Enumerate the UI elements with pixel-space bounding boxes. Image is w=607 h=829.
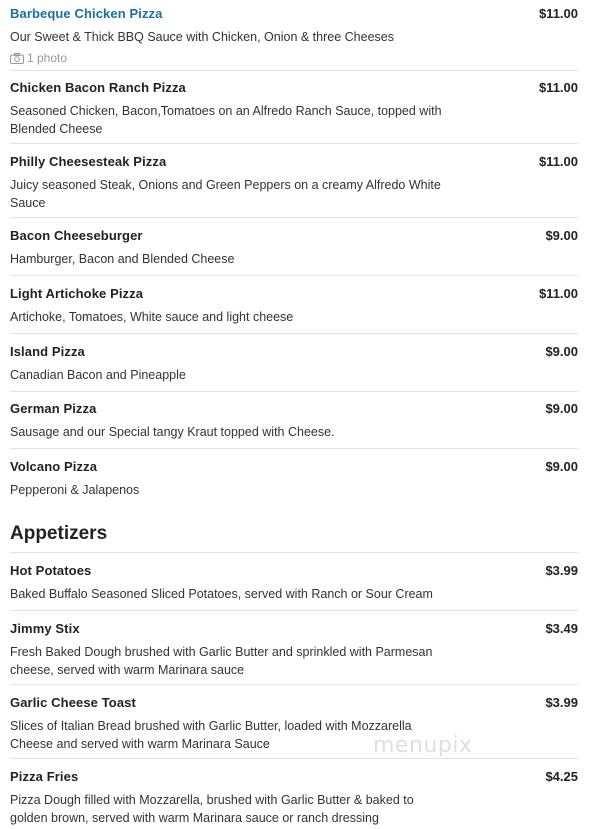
- item-price: $9.00: [545, 459, 578, 474]
- item-name: Jimmy Stix: [10, 621, 80, 636]
- item-price: $11.00: [538, 80, 578, 95]
- item-description: Slices of Italian Bread brushed with Garlic Butter, loaded with Mozzarella Cheese and served with warm Marinara Sauce: [10, 719, 412, 751]
- item-description: Fresh Baked Dough brushed with Garlic Butter and sprinkled with Parmesan cheese, served with warm Marinara sauce: [10, 645, 433, 677]
- divider: [10, 552, 578, 553]
- section-title-appetizers: Appetizers: [10, 523, 108, 544]
- camera-icon: [10, 53, 24, 64]
- item-name: Philly Cheesesteak Pizza: [10, 154, 167, 169]
- item-name: Bacon Cheeseburger: [10, 228, 143, 243]
- item-price: $9.00: [545, 401, 578, 416]
- item-name: Pizza Fries: [10, 769, 79, 784]
- item-description: Baked Buffalo Seasoned Sliced Potatoes, served with Ranch or Sour Cream: [10, 587, 433, 601]
- photo-link[interactable]: [10, 50, 67, 66]
- divider: [10, 684, 578, 685]
- item-description: Juicy seasoned Steak, Onions and Green Peppers on a creamy Alfredo White Sauce: [10, 178, 441, 210]
- item-description: Seasoned Chicken, Bacon,Tomatoes on an Alfredo Ranch Sauce, topped with Blended Cheese: [10, 104, 442, 136]
- item-price: $3.99: [545, 695, 578, 710]
- divider: [10, 758, 578, 759]
- item-price: $3.49: [545, 621, 578, 636]
- item-description: Sausage and our Special tangy Kraut topped with Cheese.: [10, 425, 335, 439]
- divider: [10, 217, 578, 218]
- item-name: German Pizza: [10, 401, 97, 416]
- divider: [10, 333, 578, 334]
- item-description: Our Sweet & Thick BBQ Sauce with Chicken, Onion & three Cheeses: [10, 30, 394, 44]
- item-price: $11.00: [538, 6, 578, 21]
- item-name: Island Pizza: [10, 344, 85, 359]
- photo-count: 1 photo: [27, 51, 68, 65]
- divider: [10, 143, 578, 144]
- item-name: Garlic Cheese Toast: [10, 695, 136, 710]
- watermark-logo: menupix: [373, 733, 473, 758]
- item-name: Volcano Pizza: [10, 459, 98, 474]
- item-price: $11.00: [538, 286, 578, 301]
- item-price: $9.00: [545, 228, 578, 243]
- divider: [10, 391, 578, 392]
- divider: [10, 275, 578, 276]
- divider: [10, 70, 578, 71]
- item-price: $4.25: [545, 769, 578, 784]
- divider: [10, 448, 578, 449]
- item-description: Pepperoni & Jalapenos: [10, 483, 140, 497]
- item-price: $9.00: [545, 344, 578, 359]
- item-name: Hot Potatoes: [10, 563, 92, 578]
- item-name: Light Artichoke Pizza: [10, 286, 144, 301]
- item-name-link[interactable]: Barbeque Chicken Pizza: [10, 6, 163, 21]
- item-description: Artichoke, Tomatoes, White sauce and light cheese: [10, 310, 294, 324]
- item-name: Chicken Bacon Ranch Pizza: [10, 80, 186, 95]
- item-price: $11.00: [538, 154, 578, 169]
- item-description: Canadian Bacon and Pineapple: [10, 368, 186, 382]
- item-description: Hamburger, Bacon and Blended Cheese: [10, 252, 235, 266]
- item-description: Pizza Dough filled with Mozzarella, brushed with Garlic Butter & baked to golden brown, served with warm Marinara sauce or ranch dressing: [10, 793, 414, 825]
- item-price: $3.99: [545, 563, 578, 578]
- divider: [10, 610, 578, 611]
